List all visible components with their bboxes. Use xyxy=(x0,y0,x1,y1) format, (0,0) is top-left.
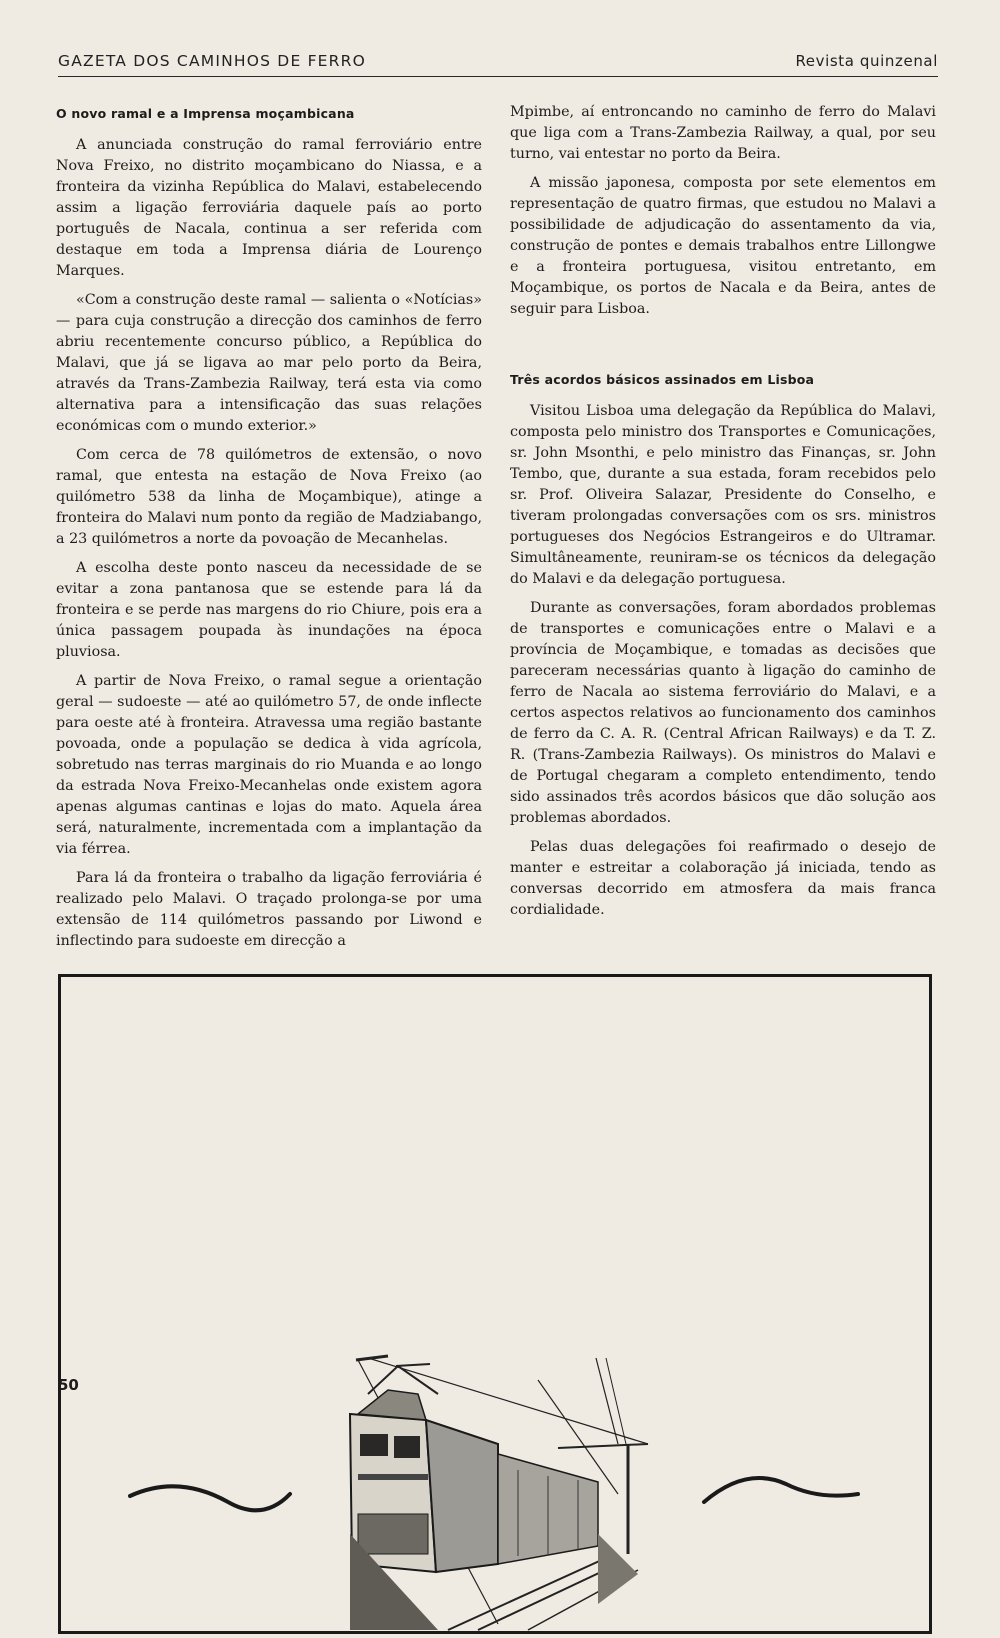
right-column xyxy=(510,102,936,929)
paragraph: Durante as conversações, foram abordados problemas de transportes e comunicações entre o Malavi e a província de Moçambique, e tomadas as decisões que pareceram necessárias quanto à ligação do caminho de ferro de Nacala ao sistema ferroviário do Malavi, e a certos aspectos relativos ao funcionamento dos caminhos de ferro da C. A. R. (Central African Railways) e da T. Z. R. (Trans-Zambezia Railways). Os ministros do Malavi e de Portugal chegaram a completo entendimento, tendo sido assinados três acordos básicos que dão solução aos problemas abordados. xyxy=(510,600,936,826)
paragraph: A missão japonesa, composta por sete elementos em representação de quatro firmas, que estudou no Malavi a possibilidade de adjudicação do assentamento da via, construção de pontes e demais trabalhos entre Lillongwe e a fronteira portuguesa, visitou entretanto, em Moçambique, os portos de Nacala e da Beira, antes de seguir para Lisboa. xyxy=(510,175,936,317)
train-illustration xyxy=(58,974,932,1634)
paragraph-continuation: Mpimbe, aí entroncando no caminho de ferro do Malavi que liga com a Trans-Zambezia Railway, a qual, por seu turno, vai entestar no porto da Beira. xyxy=(510,104,936,162)
left-column xyxy=(56,102,482,960)
paragraph: A partir de Nova Freixo, o ramal segue a orientação geral — sudoeste — até ao quilómetro 57, de onde inflecte para oeste até à fronteira. Atravessa uma região bastante povoada, onde a população se dedica à vida agrícola, sobretudo nas terras marginais do rio Muanda e ao longo da estrada Nova Freixo-Mecanhelas onde existem agora apenas algumas cantinas e lojas do mato. Aquela área será, naturalmente, incrementada com a implantação da via férrea. xyxy=(56,673,482,857)
page-number: 50 xyxy=(58,1376,79,1394)
paragraph: A anunciada construção do ramal ferroviário entre Nova Freixo, no distrito moçambicano do Niassa, e a fronteira da vizinha República do Malavi, estabelecendo assim a ligação ferroviária daquele país ao porto português de Nacala, continua a ser referida com destaque em toda a Imprensa diária de Lourenço Marques. xyxy=(56,137,482,279)
paragraph: A escolha deste ponto nasceu da necessidade de se evitar a zona pantanosa que se estende para lá da fronteira e se perde nas margens do rio Chiure, pois era a única passagem poupada às inundações na época pluviosa. xyxy=(56,560,482,660)
paragraph: Para lá da fronteira o trabalho da ligação ferroviária é realizado pelo Malavi. O traçado prolonga-se por uma extensão de 114 quilómetros passando por Liwond e inflectindo para sudoeste em direcção a xyxy=(56,870,482,949)
paragraph: Visitou Lisboa uma delegação da República do Malavi, composta pelo ministro dos Transportes e Comunicações, sr. John Msonthi, e pelo ministro das Finanças, sr. John Tembo, que, durante a sua estada, foram recebidos pelo sr. Prof. Oliveira Salazar, Presidente do Conselho, e tiveram prolongadas conversações com os srs. ministros portugueses dos Negócios Estrangeiros e do Ultramar. Simultâneamente, reuniram-se os técnicos da delegação do Malavi e da delegação portuguesa. xyxy=(510,403,936,587)
paragraph: Com cerca de 78 quilómetros de extensão, o novo ramal, que entesta na estação de Nova Freixo (ao quilómetro 538 da linha de Moçambique), atinge a fronteira do Malavi num ponto da região de Madziabango, a 23 quilómetros a norte da povoação de Mecanhelas. xyxy=(56,447,482,547)
article-title: O novo ramal e a Imprensa moçambicana xyxy=(56,106,355,121)
train-drawing xyxy=(58,974,932,1634)
article-title: Três acordos básicos assinados em Lisboa xyxy=(510,372,815,387)
paragraph: Pelas duas delegações foi reafirmado o desejo de manter e estreitar a colaboração já iniciada, tendo as conversas decorrido em atmosfera da mais franca cordialidade. xyxy=(510,839,936,918)
paragraph: «Com a construção deste ramal — salienta o «Notícias» — para cuja construção a direcção dos caminhos de ferro abriu recentemente concurso público, a República do Malavi, que já se ligava ao mar pelo porto da Beira, através da Trans-Zambezia Railway, terá esta via como alternativa para a intensificação das suas relações económicas com o mundo exterior.» xyxy=(56,292,482,434)
publication-subtitle: Revista quinzenal xyxy=(795,52,938,70)
page-header xyxy=(58,50,938,77)
publication-title: GAZETA DOS CAMINHOS DE FERRO xyxy=(58,52,367,70)
